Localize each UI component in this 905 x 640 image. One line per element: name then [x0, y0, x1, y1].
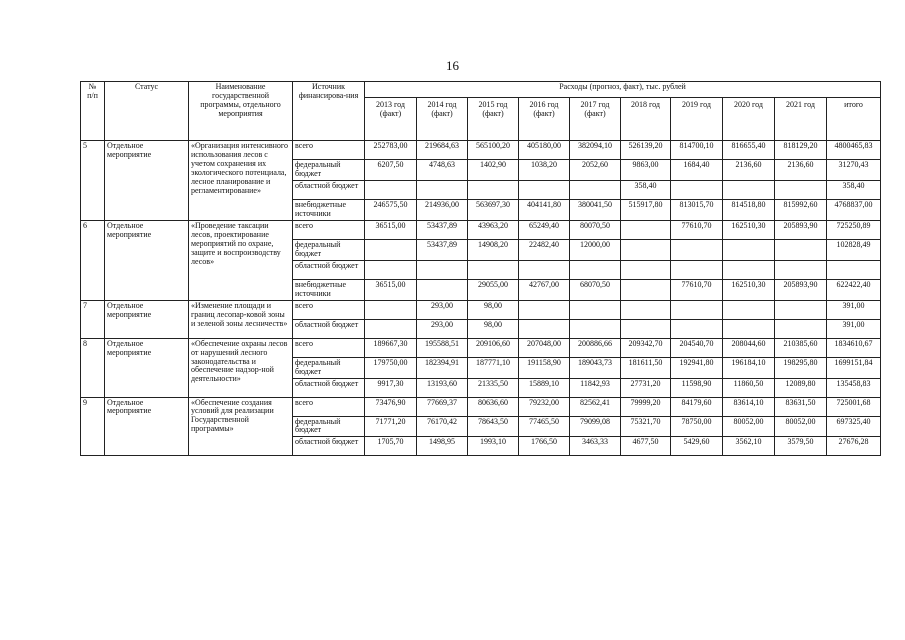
measure-name-cell: «Проведение таксации лесов, проектирование мероприятий по охране, защите и воспроизводству лесов»: [189, 220, 293, 300]
year-value-cell: 80052,00: [723, 416, 775, 437]
year-value-cell: 382094,10: [570, 141, 621, 160]
year-value-cell: 77465,50: [519, 416, 570, 437]
year-value-cell: 187771,10: [468, 357, 519, 378]
year-value-cell: [468, 260, 519, 279]
year-value-cell: 3562,10: [723, 437, 775, 456]
header-total: итого: [827, 98, 881, 141]
total-value-cell: 391,00: [827, 300, 881, 319]
year-value-cell: 79099,08: [570, 416, 621, 437]
total-value-cell: 391,00: [827, 319, 881, 338]
year-value-cell: 76170,42: [417, 416, 468, 437]
total-value-cell: 31270,43: [827, 160, 881, 181]
year-value-cell: [519, 300, 570, 319]
year-value-cell: 293,00: [417, 319, 468, 338]
year-value-cell: 42767,00: [519, 279, 570, 300]
year-value-cell: 815992,60: [775, 199, 827, 220]
row-number: 7: [81, 300, 105, 338]
year-value-cell: 2136,60: [775, 160, 827, 181]
year-value-cell: [723, 300, 775, 319]
header-year: 2014 год (факт): [417, 98, 468, 141]
year-value-cell: 189043,73: [570, 357, 621, 378]
year-value-cell: [365, 319, 417, 338]
year-value-cell: 196184,10: [723, 357, 775, 378]
year-value-cell: 12000,00: [570, 239, 621, 260]
year-value-cell: 36515,00: [365, 279, 417, 300]
measure-name-cell: «Обеспечение создания условий для реализации Государственной программы»: [189, 397, 293, 456]
year-value-cell: 207048,00: [519, 338, 570, 357]
year-value-cell: 162510,30: [723, 220, 775, 239]
year-value-cell: 15889,10: [519, 378, 570, 397]
year-value-cell: [570, 319, 621, 338]
total-value-cell: 27676,28: [827, 437, 881, 456]
total-value-cell: 1699151,84: [827, 357, 881, 378]
year-value-cell: 515917,80: [621, 199, 671, 220]
year-value-cell: 1766,50: [519, 437, 570, 456]
total-value-cell: [827, 260, 881, 279]
year-value-cell: 1705,70: [365, 437, 417, 456]
total-value-cell: 4768837,00: [827, 199, 881, 220]
year-value-cell: 68070,50: [570, 279, 621, 300]
year-value-cell: [723, 239, 775, 260]
year-value-cell: 358,40: [621, 180, 671, 199]
year-value-cell: 162510,30: [723, 279, 775, 300]
year-value-cell: 79999,20: [621, 397, 671, 416]
table-body: [81, 141, 881, 456]
total-value-cell: 358,40: [827, 180, 881, 199]
year-value-cell: 83614,10: [723, 397, 775, 416]
year-value-cell: 209342,70: [621, 338, 671, 357]
year-value-cell: 200886,66: [570, 338, 621, 357]
year-value-cell: 98,00: [468, 319, 519, 338]
year-value-cell: [775, 300, 827, 319]
funding-source-cell: всего: [293, 300, 365, 319]
header-year: 2019 год: [671, 98, 723, 141]
year-value-cell: 246575,50: [365, 199, 417, 220]
year-value-cell: [570, 180, 621, 199]
year-value-cell: 71771,20: [365, 416, 417, 437]
year-value-cell: 6207,50: [365, 160, 417, 181]
year-value-cell: [723, 260, 775, 279]
year-value-cell: 5429,60: [671, 437, 723, 456]
year-value-cell: 21335,50: [468, 378, 519, 397]
year-value-cell: [417, 180, 468, 199]
year-value-cell: 252783,00: [365, 141, 417, 160]
total-value-cell: 697325,40: [827, 416, 881, 437]
year-value-cell: [671, 239, 723, 260]
funding-source-cell: областной бюджет: [293, 437, 365, 456]
table-row: [81, 300, 881, 319]
year-value-cell: 814518,80: [723, 199, 775, 220]
year-value-cell: [621, 279, 671, 300]
status-cell: Отдельное мероприятие: [105, 141, 189, 221]
status-cell: Отдельное мероприятие: [105, 300, 189, 338]
year-value-cell: [365, 180, 417, 199]
year-value-cell: 182394,91: [417, 357, 468, 378]
status-cell: Отдельное мероприятие: [105, 338, 189, 397]
year-value-cell: 1402,90: [468, 160, 519, 181]
year-value-cell: 814700,10: [671, 141, 723, 160]
budget-table: [80, 81, 881, 456]
year-value-cell: 818129,20: [775, 141, 827, 160]
header-year: 2013 год (факт): [365, 98, 417, 141]
year-value-cell: 1038,20: [519, 160, 570, 181]
year-value-cell: 565100,20: [468, 141, 519, 160]
year-value-cell: 80636,60: [468, 397, 519, 416]
funding-source-cell: федеральный бюджет: [293, 357, 365, 378]
year-value-cell: 77610,70: [671, 220, 723, 239]
year-value-cell: [671, 260, 723, 279]
year-value-cell: 79232,00: [519, 397, 570, 416]
funding-source-cell: областной бюджет: [293, 378, 365, 397]
year-value-cell: 198295,80: [775, 357, 827, 378]
year-value-cell: 9917,30: [365, 378, 417, 397]
year-value-cell: 22482,40: [519, 239, 570, 260]
year-value-cell: [621, 260, 671, 279]
year-value-cell: 205893,90: [775, 220, 827, 239]
year-value-cell: [570, 260, 621, 279]
year-value-cell: 204540,70: [671, 338, 723, 357]
year-value-cell: 82562,41: [570, 397, 621, 416]
year-value-cell: 9863,00: [621, 160, 671, 181]
year-value-cell: 73476,90: [365, 397, 417, 416]
header-status: Статус: [105, 82, 189, 141]
year-value-cell: 2052,60: [570, 160, 621, 181]
year-value-cell: 210385,60: [775, 338, 827, 357]
year-value-cell: 13193,60: [417, 378, 468, 397]
year-value-cell: 526139,20: [621, 141, 671, 160]
funding-source-cell: федеральный бюджет: [293, 416, 365, 437]
year-value-cell: 208044,60: [723, 338, 775, 357]
year-value-cell: [519, 260, 570, 279]
year-value-cell: 293,00: [417, 300, 468, 319]
row-number: 6: [81, 220, 105, 300]
year-value-cell: [671, 300, 723, 319]
year-value-cell: 405180,00: [519, 141, 570, 160]
year-value-cell: 1684,40: [671, 160, 723, 181]
header-year: 2017 год (факт): [570, 98, 621, 141]
year-value-cell: [417, 279, 468, 300]
year-value-cell: [417, 260, 468, 279]
funding-source-cell: федеральный бюджет: [293, 160, 365, 181]
year-value-cell: 189667,30: [365, 338, 417, 357]
page-number: 16: [446, 58, 459, 73]
year-value-cell: 65249,40: [519, 220, 570, 239]
year-value-cell: 78643,50: [468, 416, 519, 437]
table-row: [81, 397, 881, 416]
year-value-cell: [621, 319, 671, 338]
year-value-cell: 1993,10: [468, 437, 519, 456]
total-value-cell: 135458,83: [827, 378, 881, 397]
status-cell: Отдельное мероприятие: [105, 397, 189, 456]
year-value-cell: 83631,50: [775, 397, 827, 416]
year-value-cell: 27731,20: [621, 378, 671, 397]
year-value-cell: [775, 239, 827, 260]
table-row: [81, 220, 881, 239]
funding-source-cell: всего: [293, 397, 365, 416]
year-value-cell: 77610,70: [671, 279, 723, 300]
table-row: [81, 141, 881, 160]
header-name: Наименование государственной программы, отдельного мероприятия: [189, 82, 293, 141]
header-year: 2020 год: [723, 98, 775, 141]
year-value-cell: 43963,20: [468, 220, 519, 239]
year-value-cell: 205893,90: [775, 279, 827, 300]
year-value-cell: [365, 300, 417, 319]
header-source: Источник финансирова-ния: [293, 82, 365, 141]
funding-source-cell: всего: [293, 220, 365, 239]
year-value-cell: [775, 260, 827, 279]
funding-source-cell: федеральный бюджет: [293, 239, 365, 260]
year-value-cell: 214936,00: [417, 199, 468, 220]
total-value-cell: 622422,40: [827, 279, 881, 300]
year-value-cell: [570, 300, 621, 319]
year-value-cell: 12089,80: [775, 378, 827, 397]
funding-source-cell: всего: [293, 141, 365, 160]
year-value-cell: [519, 180, 570, 199]
year-value-cell: 78750,00: [671, 416, 723, 437]
year-value-cell: 11598,90: [671, 378, 723, 397]
year-value-cell: 4677,50: [621, 437, 671, 456]
year-value-cell: 2136,60: [723, 160, 775, 181]
header-no: № п/п: [81, 82, 105, 141]
year-value-cell: [621, 239, 671, 260]
year-value-cell: 219684,63: [417, 141, 468, 160]
year-value-cell: [671, 180, 723, 199]
year-value-cell: 813015,70: [671, 199, 723, 220]
year-value-cell: 1498,95: [417, 437, 468, 456]
year-value-cell: [723, 180, 775, 199]
header-year: 2015 год (факт): [468, 98, 519, 141]
year-value-cell: 192941,80: [671, 357, 723, 378]
total-value-cell: 1834610,67: [827, 338, 881, 357]
header-expenses: Расходы (прогноз, факт), тыс. рублей: [365, 82, 881, 98]
funding-source-cell: областной бюджет: [293, 180, 365, 199]
year-value-cell: 75321,70: [621, 416, 671, 437]
measure-name-cell: «Организация интенсивного использования лесов с учетом сохранения их экологического потенциала, лесное планирование и регламентирование»: [189, 141, 293, 221]
table-row: [81, 338, 881, 357]
year-value-cell: [621, 220, 671, 239]
year-value-cell: 36515,00: [365, 220, 417, 239]
year-value-cell: [468, 180, 519, 199]
measure-name-cell: «Обеспечение охраны лесов от нарушений лесного законодательства и обеспечение надзор-ной деятельности»: [189, 338, 293, 397]
year-value-cell: 4748,63: [417, 160, 468, 181]
year-value-cell: 563697,30: [468, 199, 519, 220]
year-value-cell: 380041,50: [570, 199, 621, 220]
year-value-cell: 80052,00: [775, 416, 827, 437]
year-value-cell: 179750,00: [365, 357, 417, 378]
year-value-cell: [775, 180, 827, 199]
year-value-cell: 14908,20: [468, 239, 519, 260]
year-value-cell: [775, 319, 827, 338]
funding-source-cell: внебюджетные источники: [293, 279, 365, 300]
year-value-cell: 84179,60: [671, 397, 723, 416]
year-value-cell: 181611,50: [621, 357, 671, 378]
year-value-cell: 80070,50: [570, 220, 621, 239]
funding-source-cell: областной бюджет: [293, 319, 365, 338]
row-number: 9: [81, 397, 105, 456]
year-value-cell: 816655,40: [723, 141, 775, 160]
year-value-cell: 191158,90: [519, 357, 570, 378]
year-value-cell: 53437,89: [417, 239, 468, 260]
row-number: 8: [81, 338, 105, 397]
status-cell: Отдельное мероприятие: [105, 220, 189, 300]
year-value-cell: 98,00: [468, 300, 519, 319]
measure-name-cell: «Изменение площади и границ лесопар-ковой зоны и зеленой зоны лесничеств»: [189, 300, 293, 338]
header-year: 2018 год: [621, 98, 671, 141]
year-value-cell: 29055,00: [468, 279, 519, 300]
year-value-cell: 53437,89: [417, 220, 468, 239]
year-value-cell: 77669,37: [417, 397, 468, 416]
row-number: 5: [81, 141, 105, 221]
funding-source-cell: внебюджетные источники: [293, 199, 365, 220]
funding-source-cell: областной бюджет: [293, 260, 365, 279]
year-value-cell: [365, 239, 417, 260]
total-value-cell: 4800465,83: [827, 141, 881, 160]
total-value-cell: 725250,89: [827, 220, 881, 239]
header-year: 2016 год (факт): [519, 98, 570, 141]
year-value-cell: [365, 260, 417, 279]
year-value-cell: 3463,33: [570, 437, 621, 456]
total-value-cell: 102828,49: [827, 239, 881, 260]
year-value-cell: 11860,50: [723, 378, 775, 397]
year-value-cell: [671, 319, 723, 338]
header-year: 2021 год: [775, 98, 827, 141]
funding-source-cell: всего: [293, 338, 365, 357]
year-value-cell: [723, 319, 775, 338]
total-value-cell: 725001,68: [827, 397, 881, 416]
year-value-cell: [621, 300, 671, 319]
year-value-cell: 3579,50: [775, 437, 827, 456]
year-value-cell: 209106,60: [468, 338, 519, 357]
year-value-cell: 11842,93: [570, 378, 621, 397]
year-value-cell: [519, 319, 570, 338]
year-value-cell: 195588,51: [417, 338, 468, 357]
year-value-cell: 404141,80: [519, 199, 570, 220]
